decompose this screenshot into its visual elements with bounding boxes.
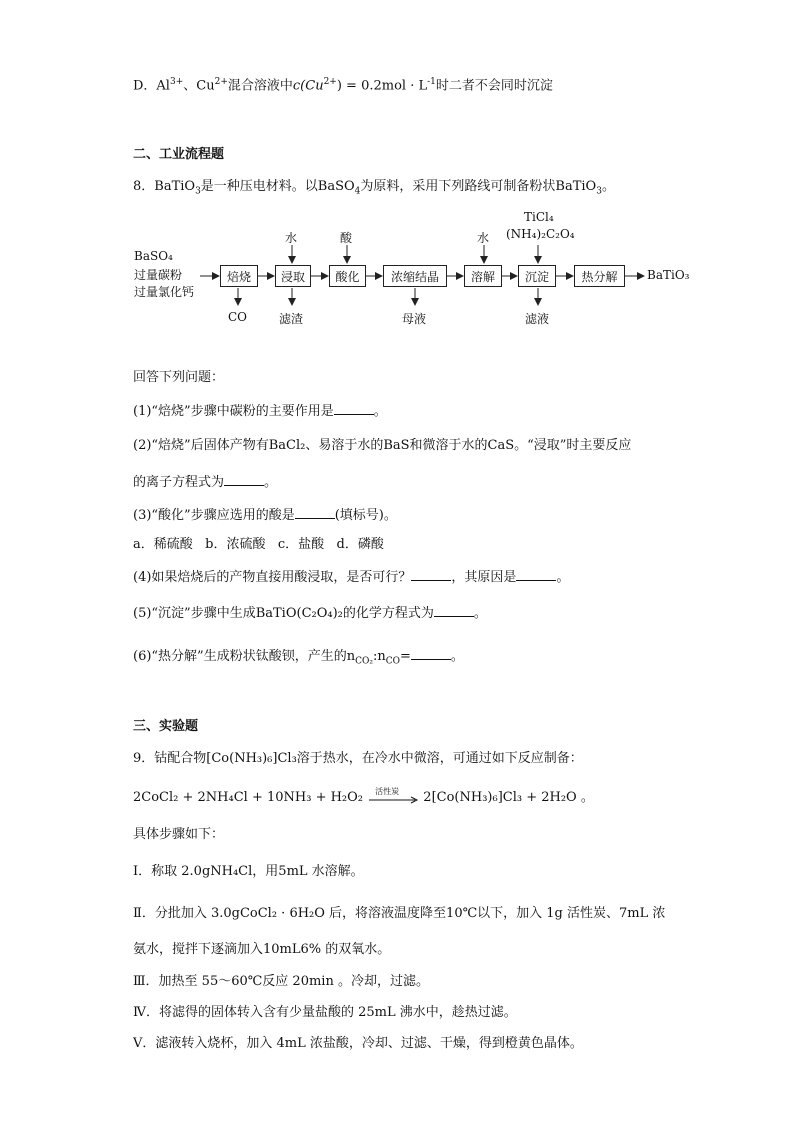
section-title: 三、实验题 — [133, 719, 199, 734]
flow-input: 过量碳粉 — [134, 268, 183, 282]
flow-step: 溶解 — [464, 265, 502, 287]
flow-output: CO — [228, 310, 248, 324]
section-title: 二、工业流程题 — [133, 147, 225, 162]
q9-equation — [133, 786, 594, 807]
answer-blank — [334, 401, 374, 415]
q8-sub: 4 — [354, 186, 361, 197]
flow-output: 滤液 — [525, 312, 550, 326]
answer-blank — [224, 472, 264, 486]
q8-sub4-end: 。 — [556, 570, 570, 585]
answer-blank — [411, 567, 451, 581]
q8-sub4-text: ，其原因是 — [451, 570, 517, 585]
flow-output: 母液 — [402, 312, 427, 326]
q8-sub3-options: a．稀硫酸 b．浓硫酸 c．盐酸 d．磷酸 — [133, 537, 384, 552]
equation-reactants: 2CoCl₂ + 2NH₄Cl + 10NH₃ + H₂O₂ — [133, 790, 364, 805]
option-d-text: 混合溶液中 — [227, 78, 293, 94]
option-d-text: 、Cu — [183, 78, 215, 94]
q8-sub6 — [133, 646, 464, 671]
q8-sub1 — [133, 401, 387, 421]
question-9-stem: 9．钴配合物[Co(NH₃)₆]Cl₃溶于热水，在冷水中微溶，可通过如下反应制备： — [133, 751, 583, 766]
q8-sub2-a: (2)“焙烧”后固体产物有BaCl₂、易溶于水的BaS和微溶于水的CaS。“浸取”时主要反应 — [133, 438, 632, 453]
q8-text: 为原料，采用下列路线可制备粉状BaTiO — [360, 179, 597, 194]
q8-sub5-text: (5)“沉淀”步骤中生成BaTiO(C₂O₄)₂的化学方程式为 — [133, 606, 434, 621]
reaction-arrow-icon — [367, 793, 419, 807]
q9-step: Ⅱ．分批加入 3.0gCoCl₂ · 6H₂O 后，将溶液温度降至10℃以下，加入 1g 活性炭、7mL 浓 — [133, 906, 666, 921]
q8-sub3 — [133, 505, 397, 525]
flow-top-input: 水 — [285, 231, 298, 245]
q9-step: Ⅲ．加热至 55～60℃反应 20min 。冷却，过滤。 — [133, 974, 429, 989]
q9-steps-intro: 具体步骤如下： — [133, 827, 225, 842]
flow-step: 沉淀 — [518, 265, 556, 287]
flow-top-input: (NH₄)₂C₂O₄ — [506, 227, 575, 241]
flow-input: 过量氯化钙 — [134, 285, 195, 299]
option-d-text: 时二者不会同时沉淀 — [435, 78, 553, 94]
q9-step: Ⅴ．滤液转入烧杯，加入 4mL 浓盐酸，冷却、过滤、干燥，得到橙黄色晶体。 — [133, 1036, 583, 1051]
q8-sub6-end: 。 — [450, 649, 464, 664]
q8-sub6-text: :n — [372, 649, 386, 664]
q8-text: 8．BaTiO — [133, 179, 196, 194]
option-d-sup: -1 — [427, 77, 436, 87]
flow-arrows — [0, 0, 794, 340]
q9-step: Ⅰ．称取 2.0gNH₄Cl，用5mL 水溶解。 — [133, 864, 364, 879]
option-d-sup: 3+ — [169, 77, 184, 87]
q8-text: 是一种压电材料。以BaSO — [200, 179, 355, 194]
q8-text: 。 — [601, 179, 615, 194]
q8-sub6-sub: CO₂ — [355, 656, 373, 667]
q8-sub6-text: (6)“热分解”生成粉状钛酸钡，产生的n — [133, 649, 356, 664]
q8-sub5 — [133, 603, 487, 623]
q9-step: 氨水，搅拌下逐滴加入10mL6% 的双氧水。 — [133, 942, 391, 957]
equation-arrow — [367, 786, 419, 805]
option-d-expr: c(Cu — [292, 78, 324, 94]
flow-product: BaTiO₃ — [647, 268, 690, 282]
answer-blank — [516, 567, 556, 581]
answer-blank — [295, 505, 335, 519]
q8-sub3-end: (填标号)。 — [334, 508, 397, 523]
q8-sub1-text: (1)“焙烧”步骤中碳粉的主要作用是 — [133, 404, 334, 419]
q8-sub5-end: 。 — [473, 606, 487, 621]
q8-prompt: 回答下列问题： — [133, 370, 225, 385]
q8-sub1-end: 。 — [373, 404, 387, 419]
q8-sub3-text: (3)“酸化”步骤应选用的酸是 — [133, 508, 295, 523]
flow-step: 焙烧 — [220, 265, 258, 287]
q8-sub: 3 — [195, 186, 201, 197]
q8-sub2-end: 。 — [264, 475, 278, 490]
q8-sub6-text: = — [400, 649, 411, 664]
flow-step: 浸取 — [275, 265, 311, 287]
q8-sub: 3 — [596, 186, 602, 197]
q9-step: Ⅳ．将滤得的固体转入含有少量盐酸的 25mL 沸水中，趁热过滤。 — [133, 1005, 517, 1020]
q8-sub2-text: 的离子方程式为 — [133, 475, 225, 490]
option-d-text: D．Al — [133, 78, 170, 94]
flow-diagram — [0, 0, 794, 340]
q8-sub6-sub: CO — [385, 656, 400, 667]
flow-input: BaSO₄ — [134, 249, 173, 263]
flow-top-input: 水 — [477, 231, 490, 245]
equation-products: 2[Co(NH₃)₆]Cl₃ + 2H₂O 。 — [423, 790, 594, 805]
q8-sub4 — [133, 567, 569, 587]
option-d-sup: 2+ — [323, 77, 337, 87]
flow-step: 热分解 — [574, 265, 625, 287]
answer-blank — [434, 603, 474, 617]
flow-step: 浓缩结晶 — [383, 265, 447, 287]
flow-top-input: TiCl₄ — [524, 210, 554, 224]
q8-sub4-text: (4)如果焙烧后的产物直接用酸浸取，是否可行？ — [133, 570, 412, 585]
flow-output: 滤渣 — [279, 312, 304, 326]
answer-blank — [411, 646, 451, 660]
option-d-sup: 2+ — [214, 77, 228, 87]
q8-sub2-b — [133, 472, 277, 492]
flow-top-input: 酸 — [340, 231, 353, 245]
flow-step: 酸化 — [329, 265, 366, 287]
catalyst-label: 活性炭 — [375, 786, 400, 796]
option-d-text: ) = 0.2mol · L — [336, 78, 428, 94]
